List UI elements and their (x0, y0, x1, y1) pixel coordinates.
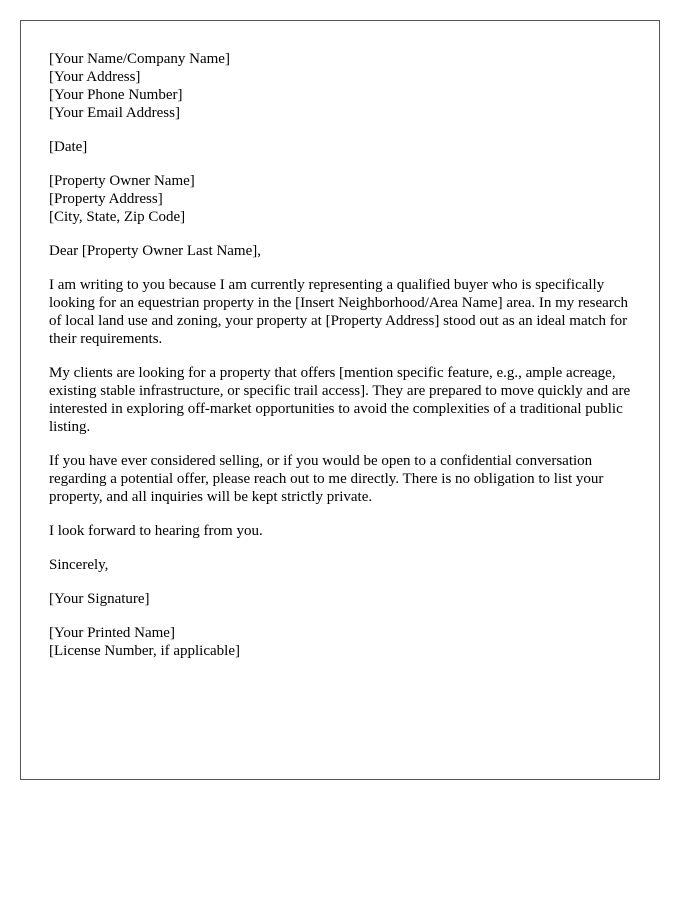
letter-body (49, 50, 639, 676)
printed-name-block (49, 624, 639, 660)
paragraph-intro: I am writing to you because I am currently representing a qualified buyer who is specifically looking for an equestrian property in the [Insert Neighborhood/Area Name] area. In my research of local land use and zoning, your property at [Property Address] stood out as an ideal match for their requirements. (49, 277, 628, 347)
sender-name: [Your Name/Company Name] (49, 51, 230, 67)
license-number: [License Number, if applicable] (49, 643, 240, 659)
sender-email: [Your Email Address] (49, 105, 180, 121)
printed-name: [Your Printed Name] (49, 625, 175, 641)
letter-page (20, 20, 660, 780)
recipient-address: [Property Address] (49, 191, 163, 207)
paragraph-invitation: If you have ever considered selling, or if you would be open to a confidential conversation regarding a potential offer, please reach out to me directly. There is no obligation to list your property, and all inquiries will be kept strictly private. (49, 453, 604, 505)
recipient-city-state-zip: [City, State, Zip Code] (49, 209, 186, 225)
salutation: Dear [Property Owner Last Name], (49, 243, 261, 259)
paragraph-closing-remark: I look forward to hearing from you. (49, 523, 263, 539)
signature-block (49, 590, 639, 608)
salutation-block (49, 242, 639, 260)
sender-phone: [Your Phone Number] (49, 87, 183, 103)
closing: Sincerely, (49, 557, 109, 573)
date-block (49, 138, 639, 156)
recipient-name: [Property Owner Name] (49, 173, 195, 189)
letter-date: [Date] (49, 139, 88, 155)
signature: [Your Signature] (49, 591, 150, 607)
sender-address: [Your Address] (49, 69, 141, 85)
sender-block (49, 50, 639, 122)
recipient-block (49, 172, 639, 226)
paragraph-requirements: My clients are looking for a property that offers [mention specific feature, e.g., ample acreage, existing stable infrastructure, or specific trail access]. They are prepared to move quickly and are interested in exploring off-market opportunities to avoid the complexities of a traditional public listing. (49, 365, 631, 435)
closing-block (49, 556, 639, 574)
